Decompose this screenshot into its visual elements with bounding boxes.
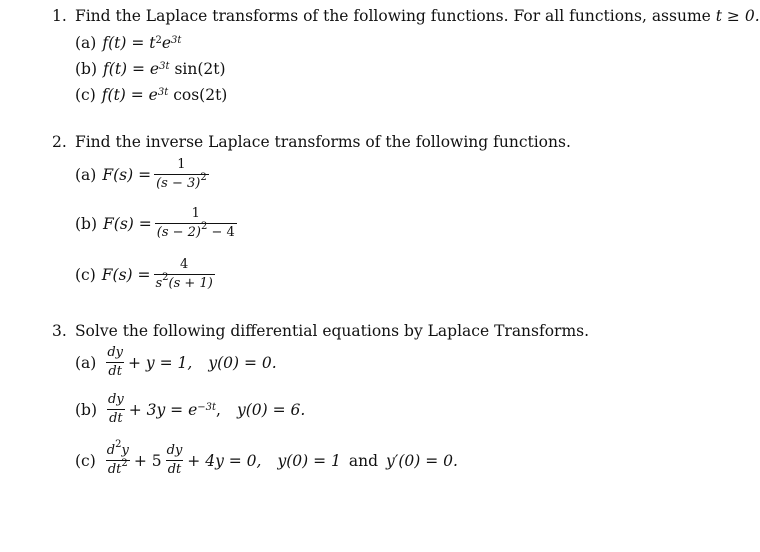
problem-2b-lhs: F(s) = — [103, 214, 152, 233]
problem-1a-lhs: f(t) = t — [102, 34, 156, 52]
second-derivative-fraction: $\frac{d^2y}{dt^2}$ — [106, 438, 129, 477]
problem-1-text: Find the Laplace transforms of the following functions. For all functions, assume — [74, 7, 711, 25]
item-label: (a) — [75, 34, 97, 52]
problem-3c-equation: + 4y = 0, — [187, 451, 262, 470]
item-label: (c) — [75, 265, 96, 284]
problem-2-text: Find the inverse Laplace transforms of the following functions. — [74, 133, 571, 151]
problem-1b: (b) f(t) = e $^{3t}$ sin(2t) — [75, 60, 226, 78]
problem-1-heading — [52, 7, 760, 25]
problem-3c-coefficient: + 5 — [133, 451, 162, 470]
problem-2-number: 2. — [52, 133, 67, 151]
problem-2-heading — [52, 133, 571, 151]
problem-2a — [75, 157, 212, 192]
derivative-fraction: $\frac{dy}{dt}$ — [166, 443, 183, 477]
fraction-denominator: $s^2(s + 1)$ — [155, 271, 213, 291]
problem-1c-lhs: f(t) = e — [101, 86, 158, 104]
problem-3-heading — [52, 322, 589, 340]
fraction-numerator: 4 — [180, 257, 189, 272]
problem-3a-equation: + y = 1, — [128, 353, 193, 372]
fraction-denominator: $(s - 3)^2$ — [156, 171, 207, 191]
derivative-fraction: $\frac{dy}{dt}$ — [107, 345, 124, 379]
problem-2c-fraction — [154, 257, 215, 292]
problem-2b — [75, 206, 240, 241]
problem-2c — [75, 257, 218, 292]
fraction-denominator: $(s - 2)^2 - 4$ — [156, 220, 235, 240]
fraction-numerator: 1 — [177, 157, 186, 172]
problem-2a-fraction — [154, 157, 209, 192]
problem-3-number: 3. — [52, 322, 67, 340]
problem-3b-equation: + 3y = e — [128, 400, 198, 419]
problem-3a-initial-condition: y(0) = 0. — [208, 353, 277, 372]
item-label: (a) — [75, 353, 97, 372]
problem-1b-lhs: f(t) = e — [103, 60, 160, 78]
problem-2a-lhs: F(s) = — [102, 165, 152, 184]
item-label: (b) — [75, 214, 98, 233]
problem-3b: (b) $\frac{dy}{dt}$ + 3y = e $^{-3t}$ , y(0) = 6. — [75, 392, 306, 426]
problem-3-text: Solve the following differential equations by Laplace Transforms. — [74, 322, 590, 340]
item-label: (a) — [75, 165, 97, 184]
problem-2b-fraction — [155, 206, 237, 241]
derivative-fraction: $\frac{dy}{dt}$ — [108, 392, 124, 426]
problem-1c: (c) f(t) = e $^{3t}$ cos(2t) — [75, 86, 228, 104]
item-label: (b) — [75, 60, 98, 78]
item-label: (c) — [75, 86, 96, 104]
fraction-numerator: 1 — [191, 206, 200, 221]
problem-1a: (a) f(t) = t $^2$ e $^{3t}$ — [75, 34, 182, 52]
problem-1c-rest: cos(2t) — [173, 86, 228, 104]
problem-2c-lhs: F(s) = — [101, 265, 151, 284]
problem-3b-initial-condition: y(0) = 6. — [236, 400, 306, 419]
item-label: (b) — [75, 400, 98, 419]
problem-3c-initial-condition-1: y(0) = 1 — [277, 451, 341, 470]
problem-3c — [75, 438, 458, 478]
problem-1-number: 1. — [52, 7, 67, 25]
problem-3c-initial-condition-2: y′(0) = 0. — [386, 451, 458, 470]
problem-1-condition: t ≥ 0. — [715, 7, 760, 25]
problem-1a-base: e — [161, 34, 172, 52]
problem-1b-rest: sin(2t) — [174, 60, 226, 78]
problem-3a — [75, 345, 277, 380]
item-label: (c) — [75, 451, 96, 470]
problem-3c-and: and — [348, 451, 379, 470]
